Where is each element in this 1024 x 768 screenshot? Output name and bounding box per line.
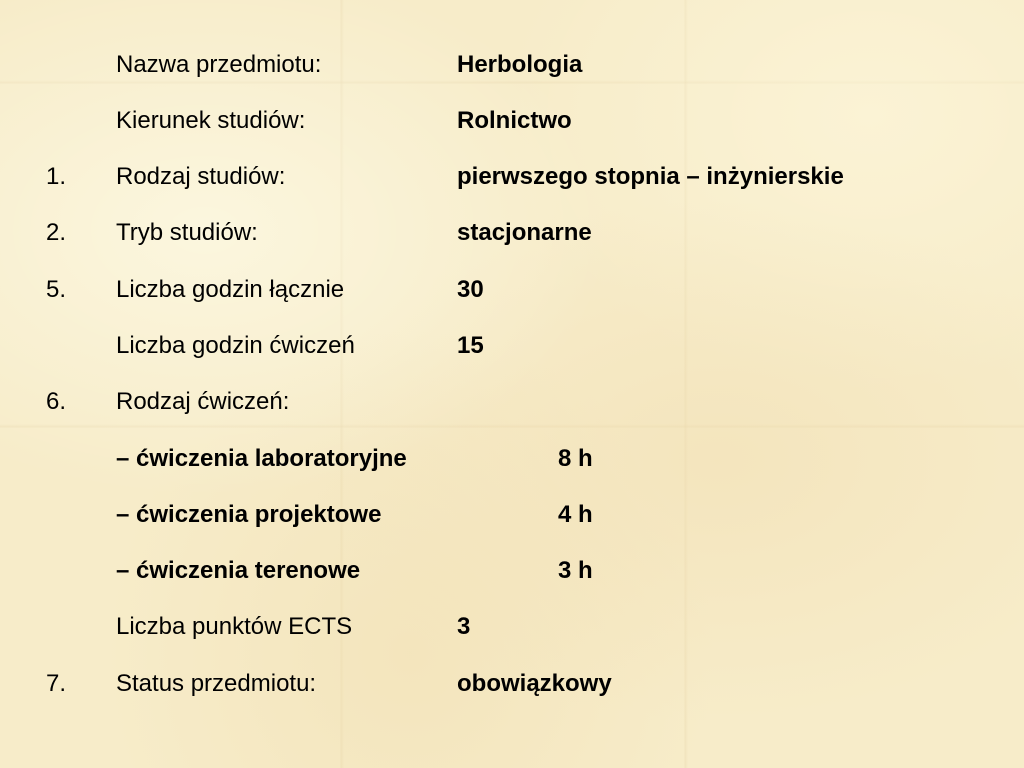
row-total-hours bbox=[0, 273, 1024, 307]
row-exercise-types bbox=[0, 385, 1024, 419]
course-status-value: obowiązkowy bbox=[457, 670, 612, 697]
row-field-of-study bbox=[0, 104, 1024, 138]
study-mode-label: Tryb studiów: bbox=[116, 219, 258, 246]
exercise-item-label: – ćwiczenia terenowe bbox=[116, 557, 361, 584]
row-number: 6. bbox=[46, 388, 67, 415]
exercise-types-label: Rodzaj ćwiczeń: bbox=[116, 388, 290, 415]
study-type-value: pierwszego stopnia – inżynierskie bbox=[457, 163, 844, 190]
row-number: 7. bbox=[46, 670, 67, 697]
exercise-item-hours: 4 h bbox=[558, 501, 593, 528]
field-of-study-value: Rolnictwo bbox=[457, 107, 572, 134]
row-ects-points bbox=[0, 610, 1024, 644]
field-of-study-label: Kierunek studiów: bbox=[116, 107, 306, 134]
exercise-hours-label: Liczba godzin ćwiczeń bbox=[116, 332, 355, 359]
study-mode-value: stacjonarne bbox=[457, 219, 592, 246]
exercise-item-label: – ćwiczenia projektowe bbox=[116, 501, 382, 528]
exercise-item-label: – ćwiczenia laboratoryjne bbox=[116, 445, 407, 472]
course-name-value: Herbologia bbox=[457, 51, 583, 78]
row-number: 1. bbox=[46, 163, 67, 190]
exercise-item-field bbox=[0, 554, 1024, 588]
ects-points-value: 3 bbox=[457, 613, 471, 640]
row-study-mode bbox=[0, 216, 1024, 250]
exercise-hours-value: 15 bbox=[457, 332, 484, 359]
total-hours-label: Liczba godzin łącznie bbox=[116, 276, 345, 303]
exercise-item-laboratory bbox=[0, 442, 1024, 476]
row-number: 2. bbox=[46, 219, 67, 246]
exercise-item-hours: 8 h bbox=[558, 445, 593, 472]
exercise-item-project bbox=[0, 498, 1024, 532]
total-hours-value: 30 bbox=[457, 276, 484, 303]
exercise-item-hours: 3 h bbox=[558, 557, 593, 584]
row-course-status bbox=[0, 667, 1024, 701]
row-exercise-hours bbox=[0, 329, 1024, 363]
ects-points-label: Liczba punktów ECTS bbox=[116, 613, 353, 640]
row-course-name bbox=[0, 48, 1024, 82]
course-status-label: Status przedmiotu: bbox=[116, 670, 317, 697]
course-name-label: Nazwa przedmiotu: bbox=[116, 51, 322, 78]
study-type-label: Rodzaj studiów: bbox=[116, 163, 286, 190]
row-number: 5. bbox=[46, 276, 67, 303]
row-study-type bbox=[0, 160, 1024, 194]
